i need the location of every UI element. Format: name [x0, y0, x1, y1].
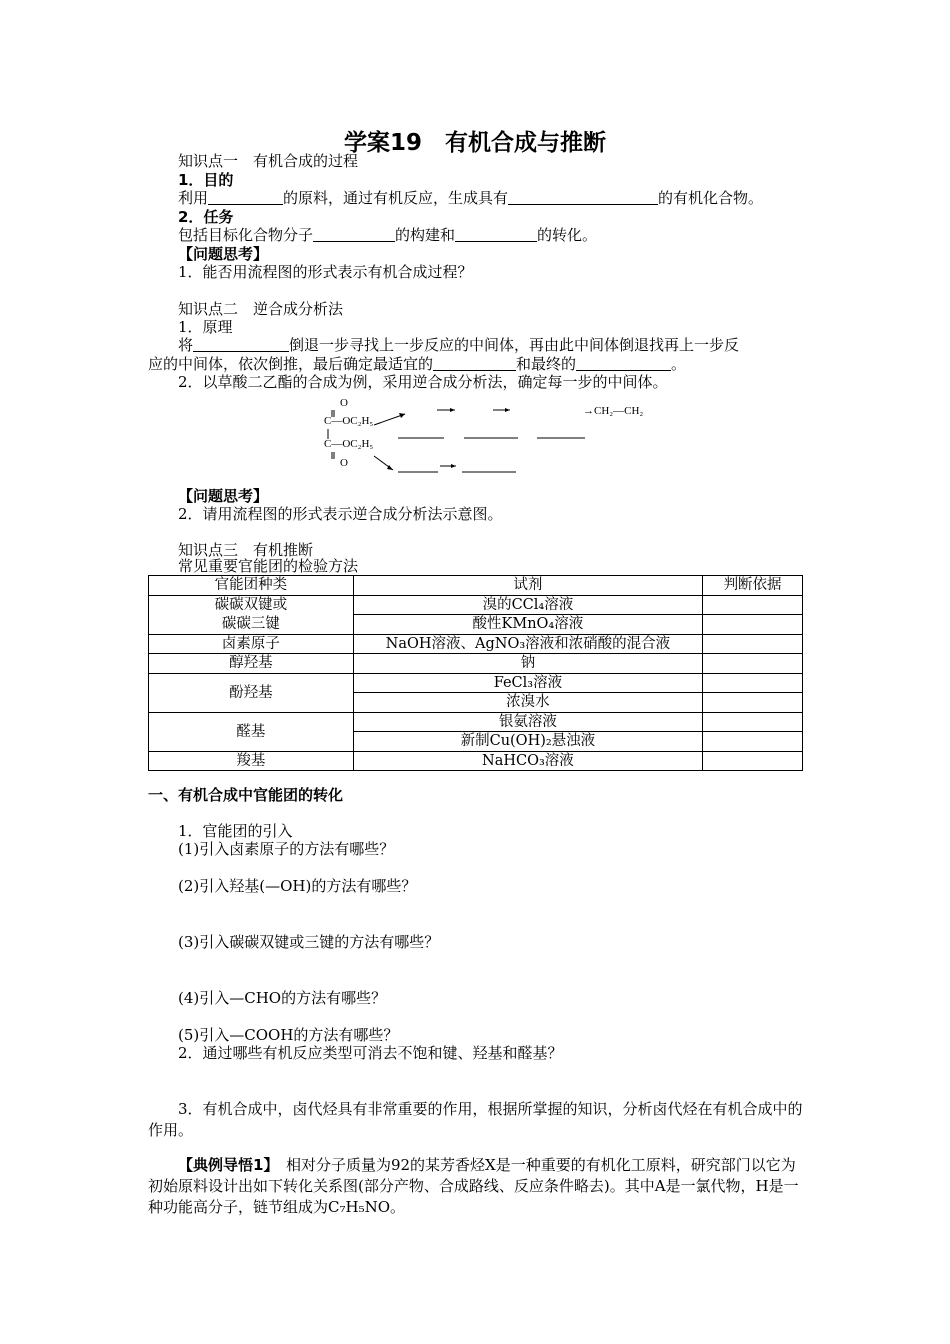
basis-cell: [703, 693, 803, 713]
k1-think-label: 【问题思考】: [178, 245, 269, 263]
k3-heading: 知识点三 有机推断: [178, 541, 314, 559]
section1-s1: 1．官能团的引入: [178, 822, 293, 840]
oxygen-bottom: O: [340, 457, 348, 469]
table-header-row: [149, 576, 803, 596]
group-cell: 羧基: [149, 751, 354, 771]
basis-cell: [703, 595, 803, 615]
fill-blank: [313, 226, 395, 242]
k2-pc: 应的中间体，依次倒推，最后确定最适宜的: [148, 355, 434, 373]
section1-q5: (5)引入—COOH的方法有哪些？: [178, 1026, 399, 1044]
group-cell: 醇羟基: [149, 654, 354, 674]
fill-blank: [193, 336, 289, 352]
fill-blank: [455, 226, 537, 242]
basis-cell: [703, 654, 803, 674]
group-cell: 卤素原子: [149, 634, 354, 654]
basis-cell: [703, 751, 803, 771]
k1-question: 1．能否用流程图的形式表示有机合成过程？: [178, 263, 473, 281]
k2-sub2: 2．以草酸二乙酯的合成为例，采用逆合成分析法，确定每一步的中间体。: [178, 373, 668, 391]
table-row: [149, 595, 803, 615]
section1-q2: (2)引入羟基(—OH)的方法有哪些？: [178, 877, 417, 895]
reagent-cell: NaOH溶液、AgNO₃溶液和浓硝酸的混合液: [353, 634, 702, 654]
reagent-cell: 溴的CCl₄溶液: [353, 595, 702, 615]
basis-cell: [703, 732, 803, 752]
reagent-cell: 银氨溶液: [353, 712, 702, 732]
fill-blank: [208, 189, 283, 205]
table-row: [149, 654, 803, 674]
fill-blank: [576, 355, 671, 371]
ester-group-1: C—OC₂H₅: [324, 415, 374, 427]
group-cell: [149, 595, 354, 634]
fill-blank: [433, 355, 516, 371]
basis-cell: [703, 712, 803, 732]
k1-heading: 知识点一 有机合成的过程: [178, 152, 359, 170]
k2-pd: 和最终的: [516, 355, 577, 373]
table-row: [149, 751, 803, 771]
table-caption: 常见重要官能团的检验方法: [178, 557, 359, 575]
k1-sub2: 2．任务: [178, 208, 234, 226]
reagent-cell: 酸性KMnO₄溶液: [353, 615, 702, 635]
fill-blank: [508, 189, 658, 205]
page-title: 学案19 有机合成与推断: [343, 130, 606, 156]
k2-principle-line1: [178, 336, 739, 355]
example-label: 【典例导悟1】: [178, 1156, 271, 1174]
functional-group-table: [148, 575, 803, 771]
k1-line1b: 的原料，通过有机反应，生成具有: [283, 189, 509, 207]
example-text: 相对分子质量为92的某芳香烃X是一种重要的有机化工原料，研究部门以它为初始原料设计出如下转化关系图(部分产物、合成路线、反应条件略去)。其中A是一氯代物，H是一种功能高分子，链节组成为C₇H₅NO。: [148, 1156, 799, 1216]
k2-principle-line2: [148, 355, 686, 374]
k1-line2c: 的转化。: [537, 226, 598, 244]
basis-cell: [703, 615, 803, 635]
section1-q3: (3)引入碳碳双键或三键的方法有哪些？: [178, 933, 440, 951]
k1-line2: [178, 226, 597, 245]
example-paragraph: [148, 1155, 808, 1218]
k1-line2a: 包括目标化合物分子: [178, 226, 314, 244]
section1-s2: 2．通过哪些有机反应类型可消去不饱和键、羟基和醛基？: [178, 1044, 563, 1062]
k1-line1a: 利用: [178, 189, 209, 207]
k2-heading: 知识点二 逆合成分析法: [178, 300, 344, 318]
reagent-cell: 钠: [353, 654, 702, 674]
reagent-cell: NaHCO₃溶液: [353, 751, 702, 771]
section1-heading: 一、有机合成中官能团的转化: [148, 786, 344, 804]
reagent-cell: 新制Cu(OH)₂悬浊液: [353, 732, 702, 752]
basis-cell: [703, 673, 803, 693]
group-name: 碳碳三键: [221, 615, 280, 632]
k2-think-label: 【问题思考】: [178, 487, 269, 505]
k1-sub1: 1．目的: [178, 171, 234, 189]
k1-line2b: 的构建和: [395, 226, 456, 244]
k2-pa: 将: [178, 336, 194, 354]
reagent-cell: 浓溴水: [353, 693, 702, 713]
k2-pb: 倒退一步寻找上一步反应的中间体，再由此中间体倒退找再上一步反: [289, 336, 740, 354]
section1-q4: (4)引入—CHO的方法有哪些？: [178, 989, 387, 1007]
oxygen-top: O: [340, 397, 348, 409]
group-name: 碳碳双键或: [214, 596, 288, 613]
k2-question: 2．请用流程图的形式表示逆合成分析法示意图。: [178, 505, 503, 523]
ethylene-label: →CH₂—CH₂: [583, 405, 644, 417]
k1-line1: [178, 189, 763, 208]
group-cell: 醛基: [149, 712, 354, 751]
group-cell: 酚羟基: [149, 673, 354, 712]
table-row: [149, 673, 803, 693]
k1-line1c: 的有机化合物。: [658, 189, 764, 207]
reagent-cell: FeCl₃溶液: [353, 673, 702, 693]
section1-q1: (1)引入卤素原子的方法有哪些？: [178, 840, 395, 858]
section1-s3: 3．有机合成中，卤代烃具有非常重要的作用，根据所掌握的知识，分析卤代烃在有机合成中的作用。: [148, 1100, 803, 1139]
ester-group-2: C—OC₂H₅: [324, 438, 374, 450]
header-cell: 试剂: [353, 576, 702, 596]
table-row: [149, 634, 803, 654]
table-row: [149, 712, 803, 732]
header-cell: 官能团种类: [149, 576, 354, 596]
k2-sub1: 1．原理: [178, 318, 233, 336]
header-cell: 判断依据: [703, 576, 803, 596]
basis-cell: [703, 634, 803, 654]
k2-pe: 。: [671, 355, 687, 373]
